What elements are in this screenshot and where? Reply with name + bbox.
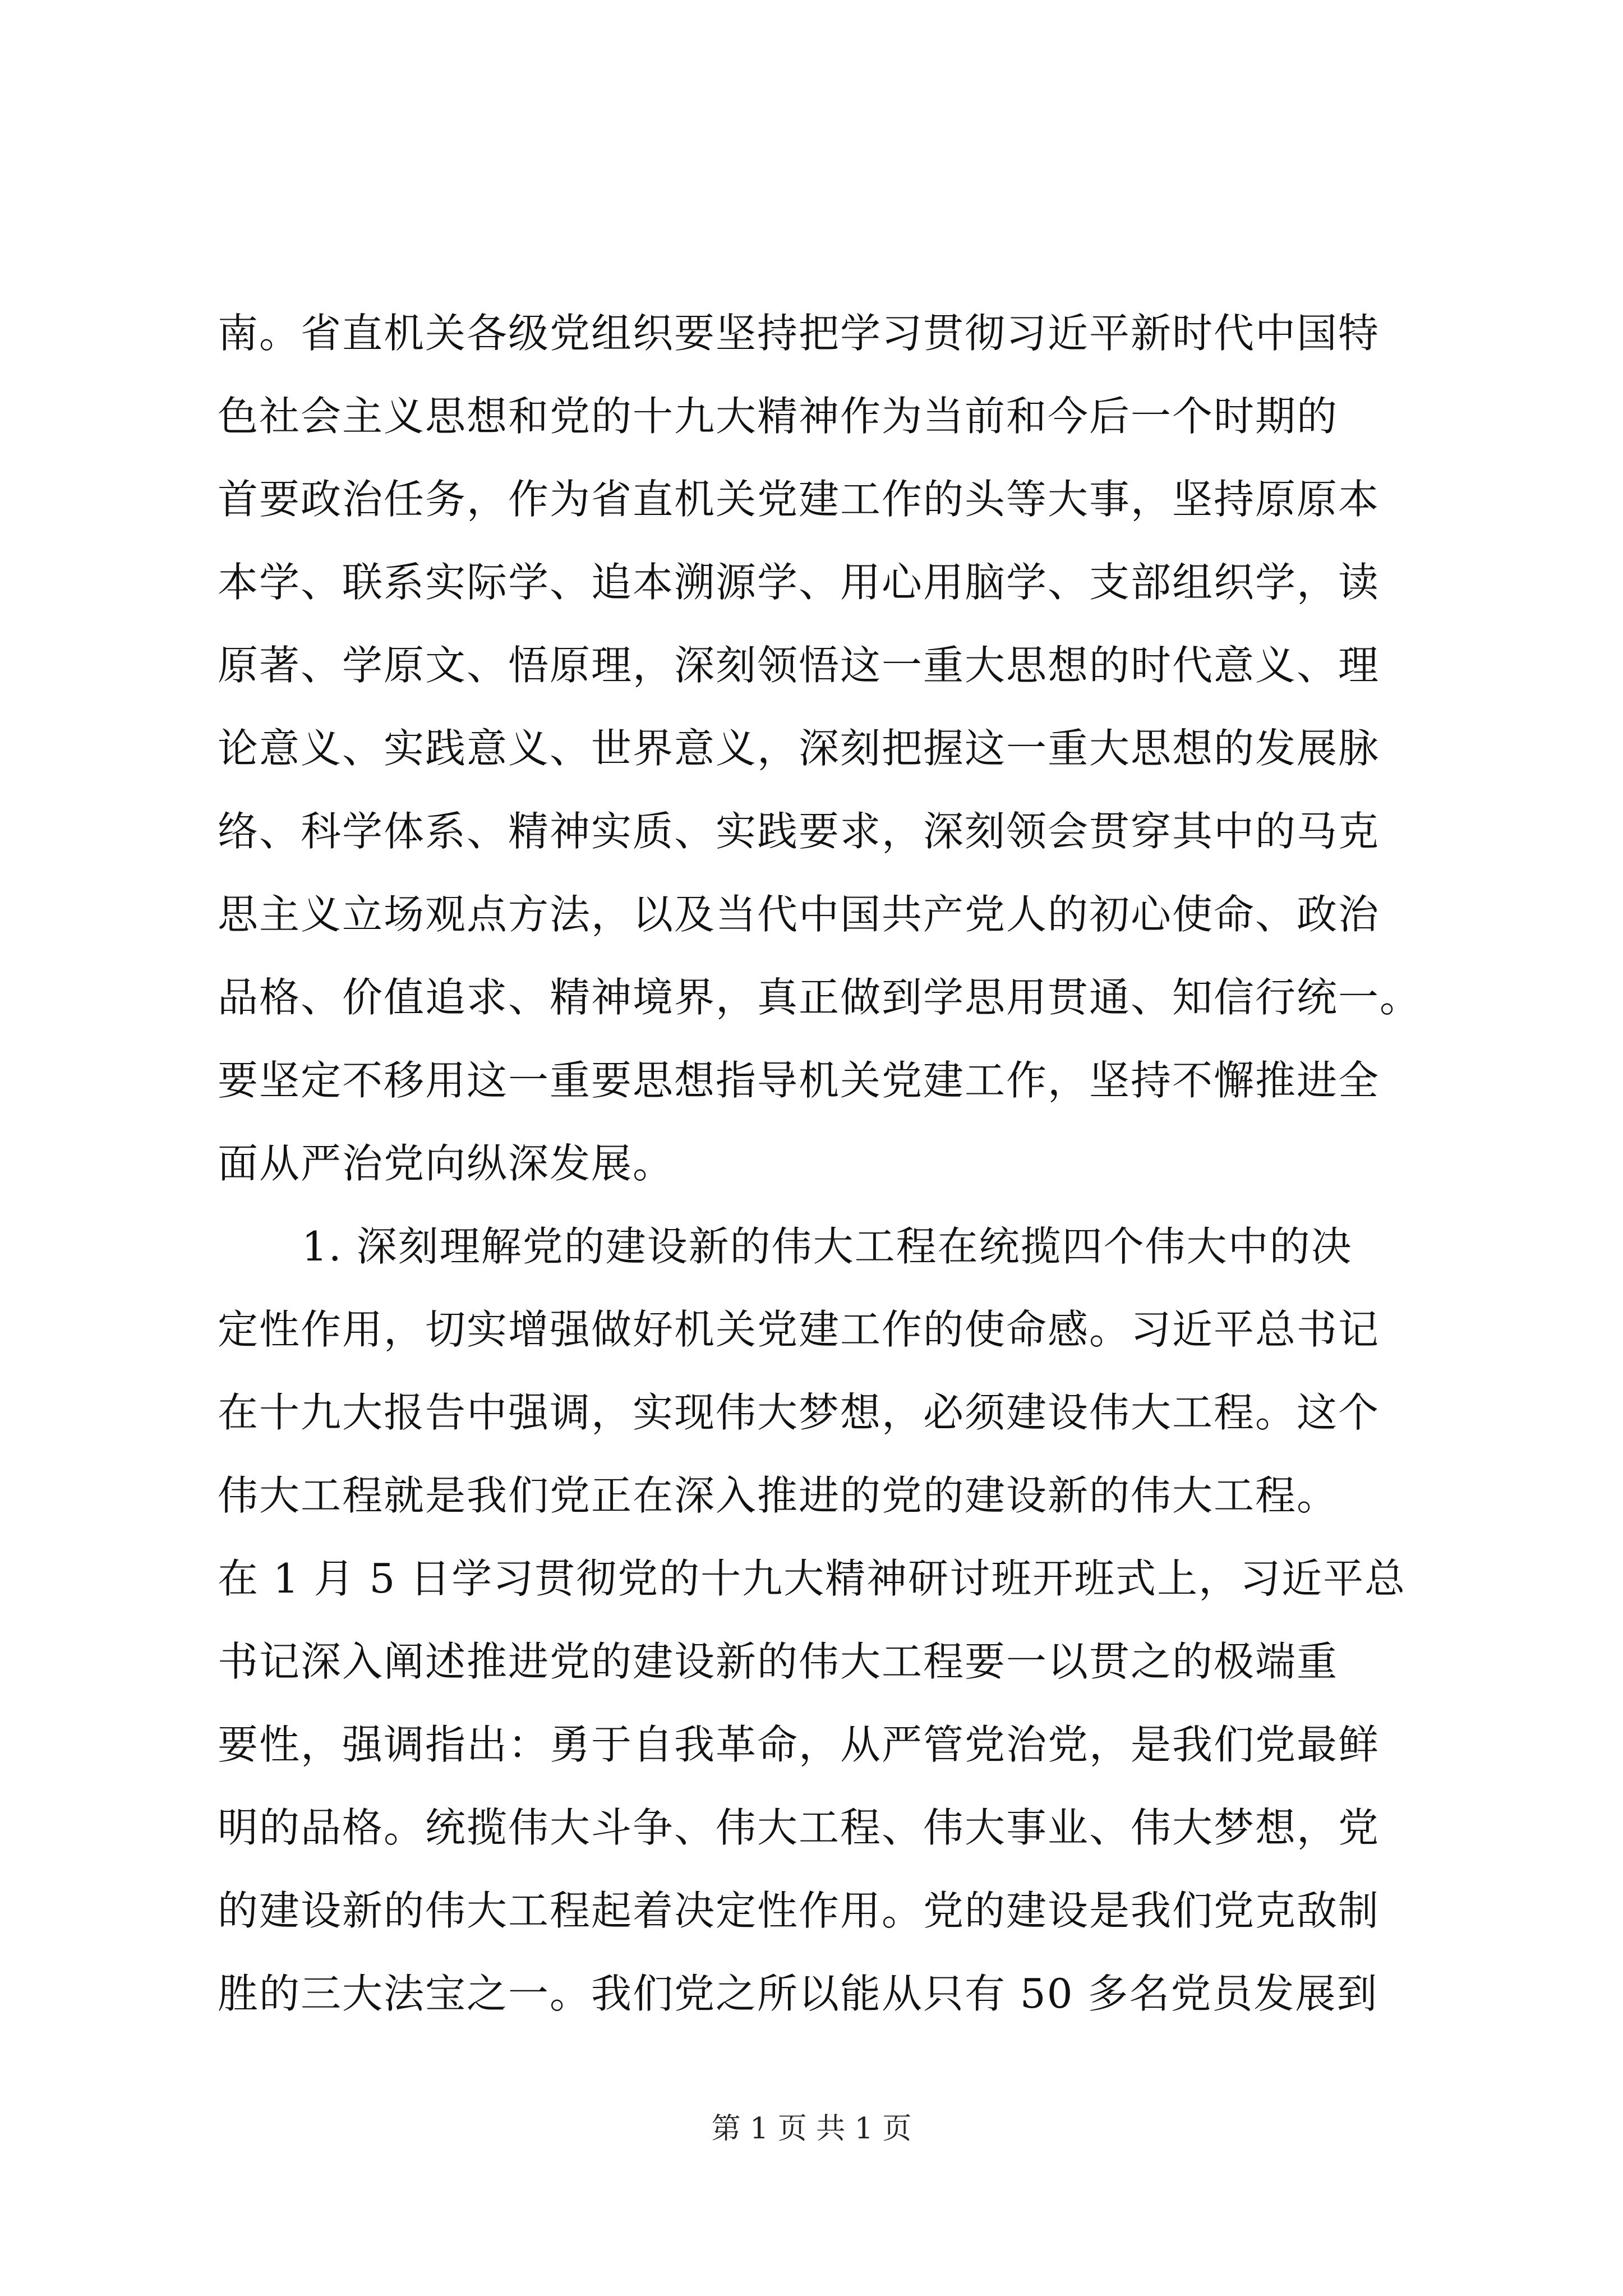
text-line: 络、科学体系、精神实质、实践要求，深刻领会贯穿其中的马克 bbox=[218, 808, 1380, 855]
text-line: 品格、价值追求、精神境界，真正做到学思用贯通、知信行统一。 bbox=[218, 974, 1422, 1021]
text-line: 本学、联系实际学、追本溯源学、用心用脑学、支部组织学，读 bbox=[218, 559, 1380, 606]
text-line: 原著、学原文、悟原理，深刻领悟这一重大思想的时代意义、理 bbox=[218, 642, 1380, 689]
text-line: 伟大工程就是我们党正在深入推进的党的建设新的伟大工程。 bbox=[218, 1472, 1339, 1519]
text-line: 的建设新的伟大工程起着决定性作用。党的建设是我们党克敌制 bbox=[218, 1887, 1380, 1934]
text-line: 在十九大报告中强调，实现伟大梦想，必须建设伟大工程。这个 bbox=[218, 1389, 1380, 1436]
document-body bbox=[218, 292, 1423, 2035]
text-line: 要性，强调指出：勇于自我革命，从严管党治党，是我们党最鲜 bbox=[218, 1721, 1380, 1768]
text-line: 色社会主义思想和党的十九大精神作为当前和今后一个时期的 bbox=[218, 393, 1339, 440]
text-line: 胜的三大法宝之一。我们党之所以能从只有 50 多名党员发展到 bbox=[218, 1970, 1378, 2017]
text-line: 书记深入阐述推进党的建设新的伟大工程要一以贯之的极端重 bbox=[218, 1638, 1339, 1685]
text-line: 定性作用，切实增强做好机关党建工作的使命感。习近平总书记 bbox=[218, 1306, 1380, 1353]
text-line: 思主义立场观点方法，以及当代中国共产党人的初心使命、政治 bbox=[218, 891, 1380, 938]
text-line: 明的品格。统揽伟大斗争、伟大工程、伟大事业、伟大梦想，党 bbox=[218, 1804, 1380, 1851]
text-line: 南。省直机关各级党组织要坚持把学习贯彻习近平新时代中国特 bbox=[218, 310, 1380, 357]
text-line: 在 1 月 5 日学习贯彻党的十九大精神研讨班开班式上，习近平总 bbox=[218, 1555, 1407, 1602]
text-line: 首要政治任务，作为省直机关党建工作的头等大事，坚持原原本 bbox=[218, 476, 1380, 523]
paragraph-1 bbox=[218, 292, 1423, 1205]
paragraph-2 bbox=[218, 1205, 1423, 2035]
text-line-first-indented: 1. 深刻理解党的建设新的伟大工程在统揽四个伟大中的决 bbox=[302, 1223, 1353, 1270]
page-footer: 第 1 页 共 1 页 bbox=[711, 2112, 912, 2146]
text-line: 要坚定不移用这一重要思想指导机关党建工作，坚持不懈推进全 bbox=[218, 1057, 1380, 1104]
text-line: 论意义、实践意义、世界意义，深刻把握这一重大思想的发展脉 bbox=[218, 725, 1380, 772]
text-line: 面从严治党向纵深发展。 bbox=[218, 1140, 675, 1187]
